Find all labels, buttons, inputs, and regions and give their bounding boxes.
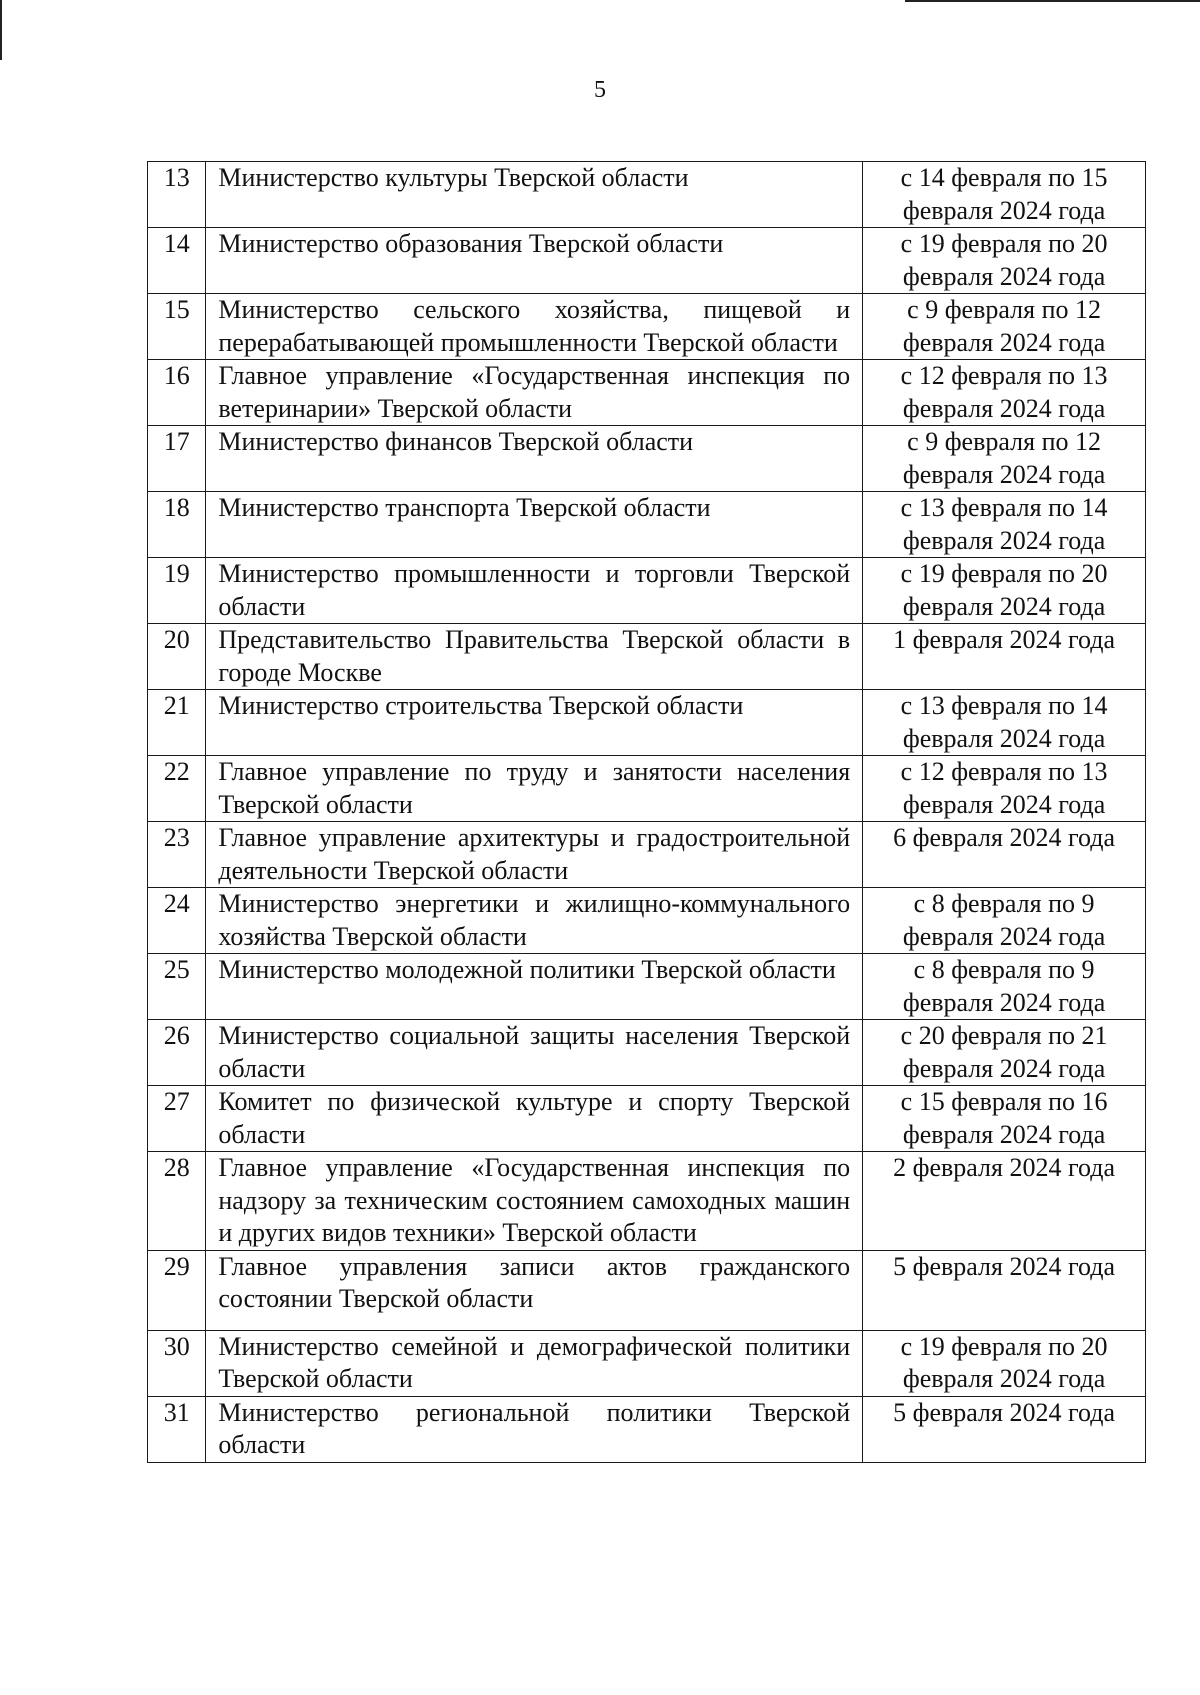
row-number: 31	[148, 1396, 206, 1462]
date-range: с 13 февраля по 14 февраля 2024 года	[863, 492, 1146, 558]
schedule-table	[147, 161, 1146, 1463]
page-number: 5	[594, 77, 606, 103]
row-number: 28	[148, 1152, 206, 1251]
date-range: с 20 февраля по 21 февраля 2024 года	[863, 1020, 1146, 1086]
table-row	[148, 162, 1146, 228]
table-row	[148, 954, 1146, 1020]
table-row	[148, 1250, 1146, 1330]
date-range: с 9 февраля по 12 февраля 2024 года	[863, 294, 1146, 360]
table-row	[148, 1396, 1146, 1462]
date-range: с 8 февраля по 9 февраля 2024 года	[863, 888, 1146, 954]
organization-name: Министерство промышленности и торговли Тверской области	[206, 558, 863, 624]
table-row	[148, 1152, 1146, 1251]
organization-name: Представительство Правительства Тверской области в городе Москве	[206, 624, 863, 690]
organization-name: Министерство образования Тверской области	[206, 228, 863, 294]
organization-name: Министерство транспорта Тверской области	[206, 492, 863, 558]
organization-name: Министерство сельского хозяйства, пищевой и перерабатывающей промышленности Тверской области	[206, 294, 863, 360]
organization-name: Главное управление «Государственная инспекция по ветеринарии» Тверской области	[206, 360, 863, 426]
date-range: с 9 февраля по 12 февраля 2024 года	[863, 426, 1146, 492]
organization-name: Главное управление архитектуры и градостроительной деятельности Тверской области	[206, 822, 863, 888]
row-number: 26	[148, 1020, 206, 1086]
scan-edge-line	[0, 0, 2, 60]
table-row	[148, 294, 1146, 360]
organization-name: Главное управления записи актов гражданского состоянии Тверской области	[206, 1250, 863, 1330]
table-row	[148, 492, 1146, 558]
row-number: 13	[148, 162, 206, 228]
table-row	[148, 360, 1146, 426]
row-number: 14	[148, 228, 206, 294]
row-number: 22	[148, 756, 206, 822]
organization-name: Министерство молодежной политики Тверской области	[206, 954, 863, 1020]
table-row	[148, 822, 1146, 888]
organization-name: Министерство финансов Тверской области	[206, 426, 863, 492]
organization-name: Комитет по физической культуре и спорту Тверской области	[206, 1086, 863, 1152]
table-row	[148, 690, 1146, 756]
row-number: 27	[148, 1086, 206, 1152]
row-number: 24	[148, 888, 206, 954]
organization-name: Главное управление «Государственная инспекция по надзору за техническим состоянием самоходных машин и других видов техники» Тверской области	[206, 1152, 863, 1251]
organization-name: Министерство строительства Тверской области	[206, 690, 863, 756]
row-number: 15	[148, 294, 206, 360]
date-range: с 8 февраля по 9 февраля 2024 года	[863, 954, 1146, 1020]
organization-name: Министерство энергетики и жилищно-коммунального хозяйства Тверской области	[206, 888, 863, 954]
date-range: с 15 февраля по 16 февраля 2024 года	[863, 1086, 1146, 1152]
date-range: с 12 февраля по 13 февраля 2024 года	[863, 756, 1146, 822]
table-row	[148, 624, 1146, 690]
table-row	[148, 1086, 1146, 1152]
date-range: 2 февраля 2024 года	[863, 1152, 1146, 1251]
row-number: 17	[148, 426, 206, 492]
date-range: 6 февраля 2024 года	[863, 822, 1146, 888]
table-row	[148, 888, 1146, 954]
row-number: 25	[148, 954, 206, 1020]
date-range: 5 февраля 2024 года	[863, 1396, 1146, 1462]
schedule-table-body	[148, 162, 1146, 1463]
table-row	[148, 558, 1146, 624]
table-row	[148, 756, 1146, 822]
row-number: 20	[148, 624, 206, 690]
table-row	[148, 426, 1146, 492]
row-number: 21	[148, 690, 206, 756]
date-range: с 19 февраля по 20 февраля 2024 года	[863, 558, 1146, 624]
organization-name: Министерство культуры Тверской области	[206, 162, 863, 228]
scan-edge-line	[905, 0, 1200, 2]
row-number: 16	[148, 360, 206, 426]
date-range: с 13 февраля по 14 февраля 2024 года	[863, 690, 1146, 756]
row-number: 30	[148, 1330, 206, 1396]
date-range: с 19 февраля по 20 февраля 2024 года	[863, 1330, 1146, 1396]
table-row	[148, 228, 1146, 294]
date-range: 1 февраля 2024 года	[863, 624, 1146, 690]
date-range: 5 февраля 2024 года	[863, 1250, 1146, 1330]
organization-name: Главное управление по труду и занятости населения Тверской области	[206, 756, 863, 822]
table-row	[148, 1330, 1146, 1396]
date-range: с 19 февраля по 20 февраля 2024 года	[863, 228, 1146, 294]
organization-name: Министерство социальной защиты населения Тверской области	[206, 1020, 863, 1086]
organization-name: Министерство семейной и демографической политики Тверской области	[206, 1330, 863, 1396]
organization-name: Министерство региональной политики Тверской области	[206, 1396, 863, 1462]
row-number: 23	[148, 822, 206, 888]
row-number: 18	[148, 492, 206, 558]
row-number: 29	[148, 1250, 206, 1330]
row-number: 19	[148, 558, 206, 624]
table-row	[148, 1020, 1146, 1086]
date-range: с 14 февраля по 15 февраля 2024 года	[863, 162, 1146, 228]
date-range: с 12 февраля по 13 февраля 2024 года	[863, 360, 1146, 426]
